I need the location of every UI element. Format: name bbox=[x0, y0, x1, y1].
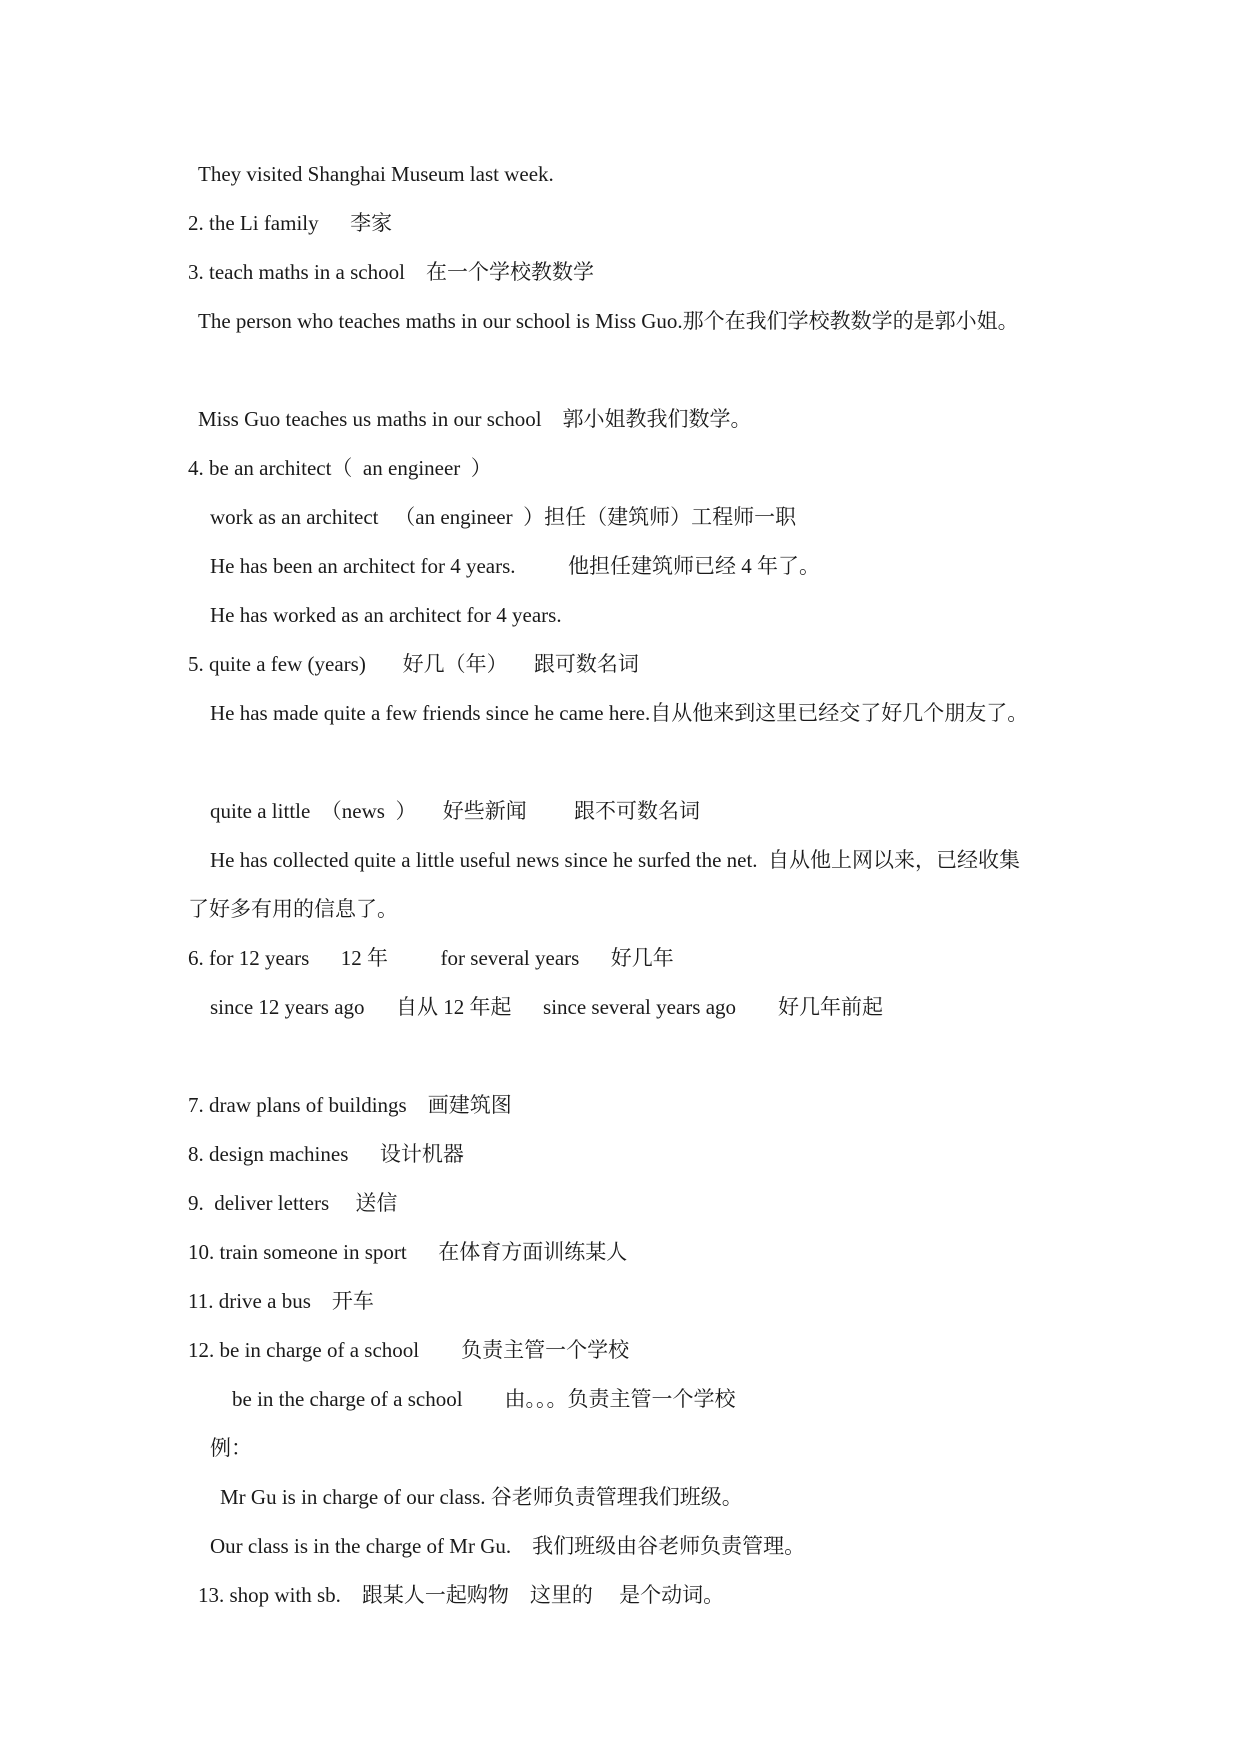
list-item-13: 13. shop with sb. 跟某人一起购物 这里的 是个动词。 bbox=[198, 1583, 725, 1607]
list-item-2: 2. the Li family 李家 bbox=[188, 211, 393, 235]
text-line: They visited Shanghai Museum last week. bbox=[198, 162, 554, 186]
list-item-4: 4. be an architect（ an engineer ） bbox=[188, 456, 492, 480]
example-sentence: He has collected quite a little useful news since he surfed the net. 自从他上网以来，已经收集 bbox=[210, 848, 1021, 872]
example-sentence: He has made quite a few friends since he came here.自从他来到这里已经交了好几个朋友了。 bbox=[210, 701, 1029, 725]
list-item-6: 6. for 12 years 12 年 for several years 好几年 bbox=[188, 946, 674, 970]
list-item-7: 7. draw plans of buildings 画建筑图 bbox=[188, 1093, 512, 1117]
example-sentence: Mr Gu is in charge of our class. 谷老师负责管理我们班级。 bbox=[220, 1485, 743, 1509]
phrase-line: work as an architect （an engineer ）担任（建筑师）工程师一职 bbox=[210, 505, 797, 529]
list-item-9: 9. deliver letters 送信 bbox=[188, 1191, 398, 1215]
example-sentence: He has worked as an architect for 4 years. bbox=[210, 603, 562, 627]
example-label: 例： bbox=[210, 1436, 252, 1460]
list-item-12: 12. be in charge of a school 负责主管一个学校 bbox=[188, 1338, 630, 1362]
list-item-8: 8. design machines 设计机器 bbox=[188, 1142, 464, 1166]
list-item-11: 11. drive a bus 开车 bbox=[188, 1289, 374, 1313]
example-sentence: Miss Guo teaches us maths in our school 郭小姐教我们数学。 bbox=[198, 407, 752, 431]
list-item-3: 3. teach maths in a school 在一个学校教数学 bbox=[188, 260, 594, 284]
phrase-line: quite a little （news ） 好些新闻 跟不可数名词 bbox=[210, 799, 700, 823]
example-sentence: The person who teaches maths in our school is Miss Guo.那个在我们学校教数学的是郭小姐。 bbox=[198, 309, 1019, 333]
example-sentence-continued: 了好多有用的信息了。 bbox=[188, 897, 398, 921]
list-item-5: 5. quite a few (years) 好几（年） 跟可数名词 bbox=[188, 652, 639, 676]
list-item-10: 10. train someone in sport 在体育方面训练某人 bbox=[188, 1240, 628, 1264]
example-sentence: He has been an architect for 4 years. 他担任建筑师已经 4 年了。 bbox=[210, 554, 821, 578]
phrase-line: be in the charge of a school 由。。。负责主管一个学校 bbox=[232, 1387, 736, 1411]
example-sentence: Our class is in the charge of Mr Gu. 我们班级由谷老师负责管理。 bbox=[210, 1534, 806, 1558]
phrase-line: since 12 years ago 自从 12 年起 since several years ago 好几年前起 bbox=[210, 995, 884, 1019]
